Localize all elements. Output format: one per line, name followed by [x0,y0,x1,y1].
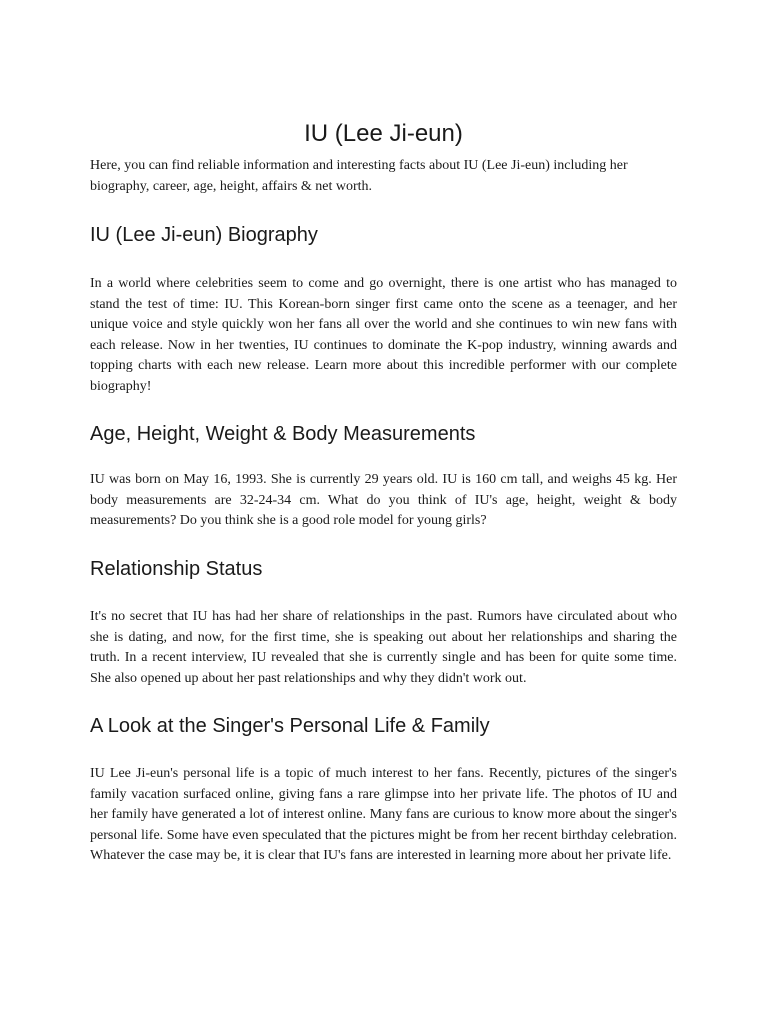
section-heading-biography: IU (Lee Ji-eun) Biography [90,224,318,246]
section-heading-personal-life: A Look at the Singer's Personal Life & Family [90,715,490,737]
section-body-biography: In a world where celebrities seem to come and go overnight, there is one artist who has managed to stand the test of time: IU. This Korean-born singer first came onto the scene as a teenager, and her unique voice and style quickly won her fans all over the world and she continues to win new fans with each release. Now in her twenties, IU continues to dominate the K-pop industry, winning awards and topping charts with each new release. Learn more about this incredible performer with our complete biography! [90,276,677,394]
intro-paragraph: Here, you can find reliable information and interesting facts about IU (Lee Ji-eun) including her biography, career, age, height, affairs & net worth. [90,158,628,194]
section-body-personal-life: IU Lee Ji-eun's personal life is a topic of much interest to her fans. Recently, pictures of the singer's family vacation surfaced online, giving fans a rare glimpse into her private life. The photos of IU and her family have generated a lot of interest online. Many fans are curious to know more about the singer's personal life. Some have even speculated that the pictures might be from her recent birthday celebration. Whatever the case may be, it is clear that IU's fans are interested in learning more about her private life. [90,766,677,864]
section-heading-relationship: Relationship Status [90,558,263,580]
section-heading-measurements: Age, Height, Weight & Body Measurements [90,423,476,445]
section-body-measurements: IU was born on May 16, 1993. She is currently 29 years old. IU is 160 cm tall, and weighs 45 kg. Her body measurements are 32-24-34 cm. What do you think of IU's age, height, weight & body measurements? Do you think she is a good role model for young girls? [90,472,677,529]
section-body-relationship: It's no secret that IU has had her share of relationships in the past. Rumors have circulated about who she is dating, and now, for the first time, she is speaking out about her relationships and sharing the truth. In a recent interview, IU revealed that she is currently single and has been for quite some time. She also opened up about her past relationships and why they didn't work out. [90,609,677,686]
document-title: IU (Lee Ji-eun) [304,120,463,147]
